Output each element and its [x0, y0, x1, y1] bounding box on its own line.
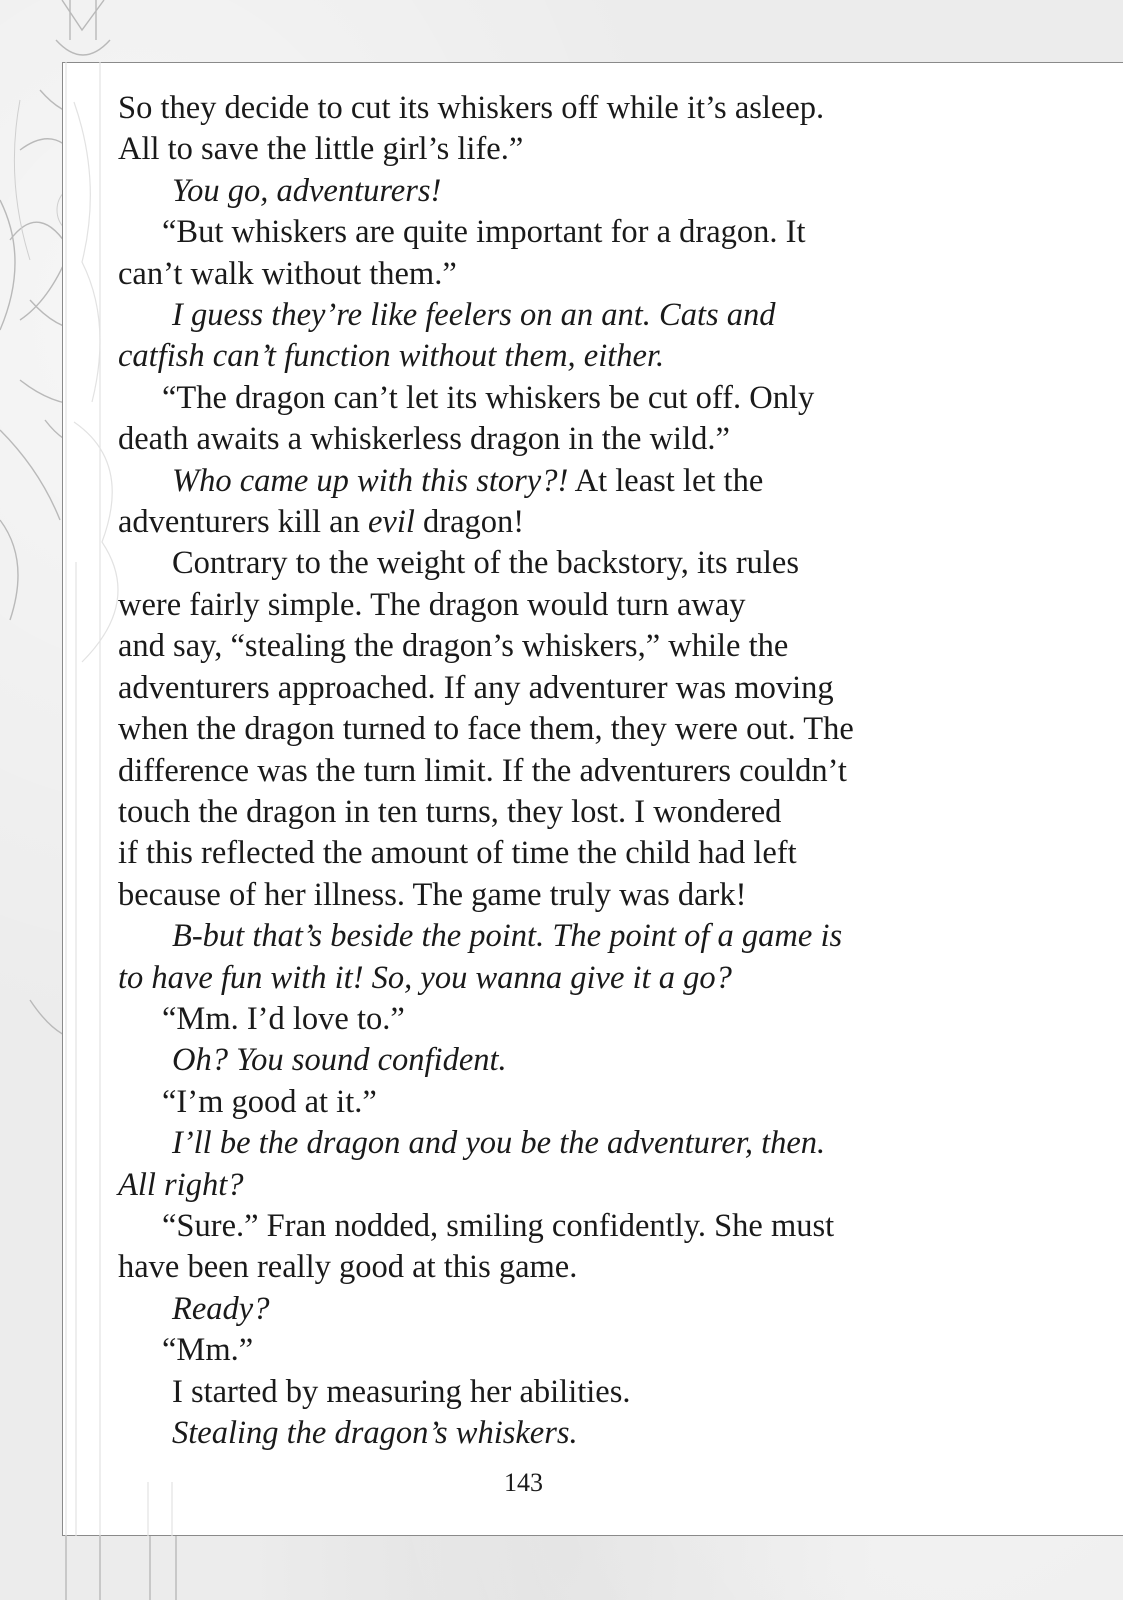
text-line: I’ll be the dragon and you be the adventurer, then.: [172, 1125, 826, 1162]
text-line: to have fun with it! So, you wanna give it a go?: [118, 959, 732, 996]
text-line: I started by measuring her abilities.: [172, 1373, 631, 1410]
text-line: Contrary to the weight of the backstory, its rules: [172, 545, 799, 582]
text-line: “Mm. I’d love to.”: [162, 1000, 405, 1037]
text-line: can’t walk without them.”: [118, 255, 457, 292]
text-line: “But whiskers are quite important for a dragon. It: [162, 214, 806, 251]
text-line: touch the dragon in ten turns, they lost. I wondered: [118, 793, 782, 830]
text-line: have been really good at this game.: [118, 1249, 578, 1286]
text-line: Oh? You sound confident.: [172, 1042, 507, 1079]
text-line: “Sure.” Fran nodded, smiling confidently. She must: [162, 1207, 835, 1244]
text-line: difference was the turn limit. If the adventurers couldn’t: [118, 752, 847, 789]
text-line: I guess they’re like feelers on an ant. Cats and: [172, 297, 776, 334]
text-line: were fairly simple. The dragon would turn away: [118, 586, 746, 623]
page-number: 143: [504, 1468, 543, 1497]
text-line: So they decide to cut its whiskers off while it’s asleep.: [118, 90, 825, 126]
text-line: “Mm.”: [162, 1332, 254, 1369]
text-line: All right?: [118, 1166, 244, 1203]
text-line: adventurers kill an evil dragon!: [118, 504, 525, 541]
text-line: adventurers approached. If any adventurer was moving: [118, 669, 834, 706]
text-line: because of her illness. The game truly was dark!: [118, 876, 747, 913]
body-text: [118, 88, 958, 1454]
text-line: when the dragon turned to face them, they were out. The: [118, 711, 854, 748]
text-line: if this reflected the amount of time the child had left: [118, 835, 797, 872]
text-line: All to save the little girl’s life.”: [118, 131, 524, 168]
text-line: “The dragon can’t let its whiskers be cut off. Only: [162, 379, 815, 416]
text-line: and say, “stealing the dragon’s whiskers,” while the: [118, 628, 789, 665]
text-line: Ready?: [172, 1290, 270, 1327]
text-line: B-but that’s beside the point. The point of a game is: [172, 918, 843, 955]
text-line: death awaits a whiskerless dragon in the wild.”: [118, 421, 730, 458]
text-line: catfish can’t function without them, either.: [118, 338, 665, 375]
text-line: “I’m good at it.”: [162, 1083, 377, 1120]
text-line: Stealing the dragon’s whiskers.: [172, 1415, 578, 1451]
text-line: Who came up with this story?! At least let the: [172, 462, 764, 499]
text-line: You go, adventurers!: [172, 172, 442, 209]
